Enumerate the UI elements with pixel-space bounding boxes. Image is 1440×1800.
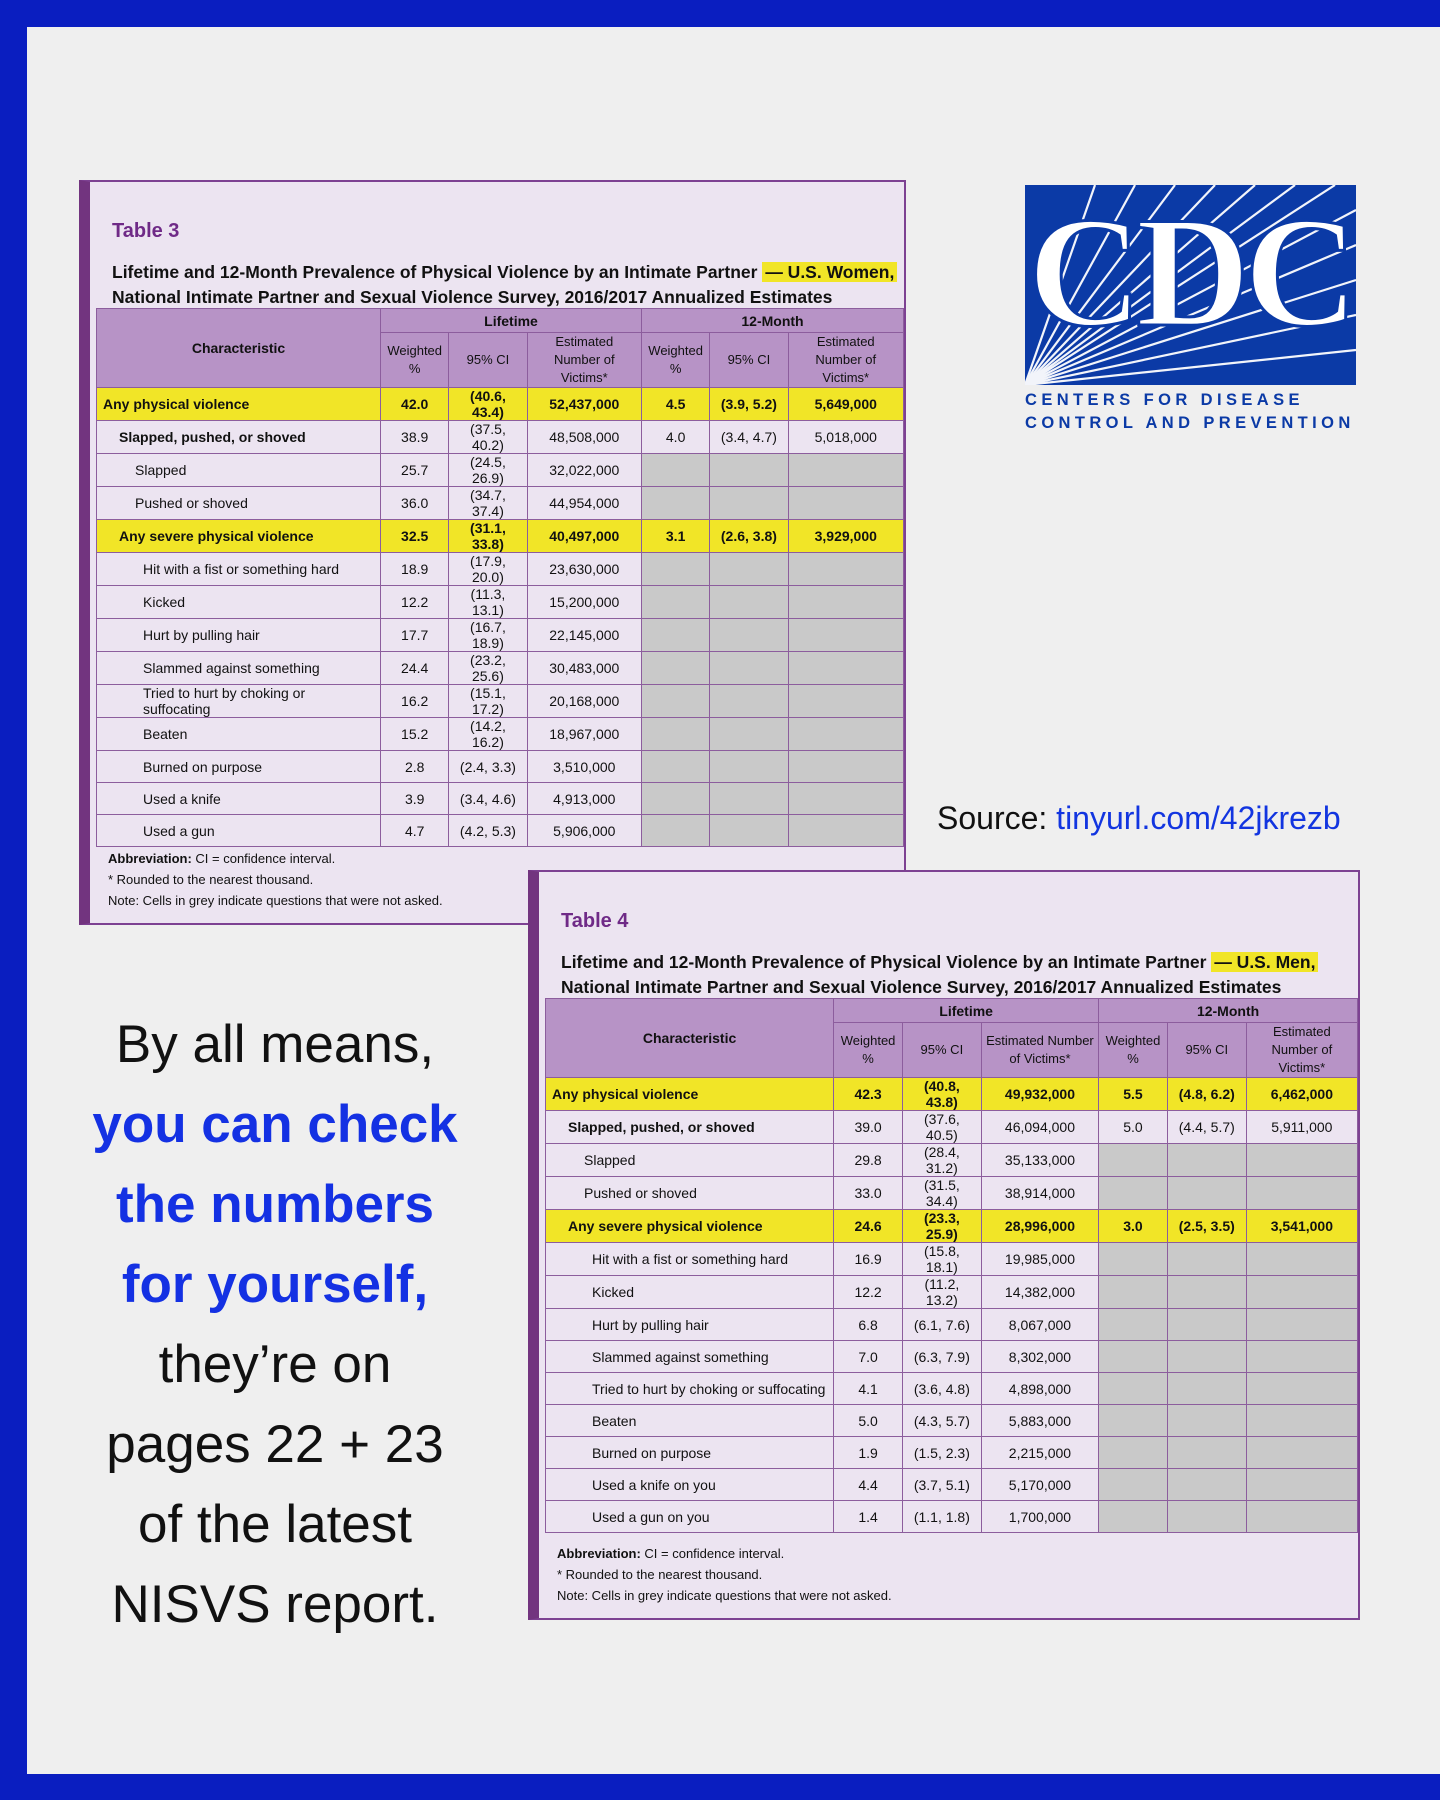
- lifetime-number-cell: 5,170,000: [981, 1469, 1098, 1501]
- lifetime-weighted-cell: 6.8: [834, 1309, 903, 1341]
- lifetime-weighted-cell: 5.0: [834, 1405, 903, 1437]
- month-ci-cell: [1167, 1144, 1246, 1177]
- month-weighted-cell: [1099, 1144, 1168, 1177]
- lifetime-number-cell: 30,483,000: [527, 652, 641, 685]
- row-characteristic: Burned on purpose: [546, 1437, 834, 1469]
- header-ci: 95% CI: [902, 1023, 981, 1078]
- month-number-cell: 5,649,000: [788, 388, 903, 421]
- header-ci: 95% CI: [449, 333, 527, 388]
- month-ci-cell: [710, 652, 788, 685]
- row-characteristic: Used a knife on you: [546, 1469, 834, 1501]
- table-number: Table 4: [561, 910, 629, 932]
- lifetime-ci-cell: (37.5, 40.2): [449, 421, 527, 454]
- lifetime-weighted-cell: 39.0: [834, 1111, 903, 1144]
- table-title-main: Lifetime and 12-Month Prevalence of Physical Violence by an Intimate Partner: [112, 262, 758, 282]
- month-number-cell: [1246, 1501, 1357, 1533]
- month-number-cell: [788, 619, 903, 652]
- lifetime-ci-cell: (28.4, 31.2): [902, 1144, 981, 1177]
- month-ci-cell: [1167, 1309, 1246, 1341]
- month-weighted-cell: 3.1: [642, 520, 710, 553]
- month-ci-cell: [710, 718, 788, 751]
- header-estimated: Estimated Number of Victims*: [788, 333, 903, 388]
- lifetime-weighted-cell: 25.7: [381, 454, 449, 487]
- lifetime-number-cell: 35,133,000: [981, 1144, 1098, 1177]
- lifetime-number-cell: 40,497,000: [527, 520, 641, 553]
- row-characteristic: Hit with a fist or something hard: [97, 553, 381, 586]
- header-characteristic: Characteristic: [97, 309, 381, 388]
- lifetime-number-cell: 23,630,000: [527, 553, 641, 586]
- month-weighted-cell: [1099, 1341, 1168, 1373]
- header-estimated: Estimated Number of Victims*: [527, 333, 641, 388]
- month-number-cell: 3,929,000: [788, 520, 903, 553]
- lifetime-ci-cell: (14.2, 16.2): [449, 718, 527, 751]
- row-characteristic: Hurt by pulling hair: [97, 619, 381, 652]
- month-number-cell: [788, 751, 903, 783]
- table-row: [97, 421, 904, 454]
- month-weighted-cell: 3.0: [1099, 1210, 1168, 1243]
- lifetime-weighted-cell: 24.6: [834, 1210, 903, 1243]
- month-weighted-cell: 5.0: [1099, 1111, 1168, 1144]
- month-number-cell: [788, 586, 903, 619]
- lifetime-weighted-cell: 16.2: [381, 685, 449, 718]
- month-weighted-cell: [1099, 1437, 1168, 1469]
- month-weighted-cell: [1099, 1373, 1168, 1405]
- lifetime-weighted-cell: 4.4: [834, 1469, 903, 1501]
- source-label: Source:: [937, 800, 1057, 836]
- month-weighted-cell: [1099, 1405, 1168, 1437]
- lifetime-ci-cell: (1.5, 2.3): [902, 1437, 981, 1469]
- table-3-card: [79, 180, 906, 925]
- table-row: [546, 1177, 1358, 1210]
- month-ci-cell: (4.4, 5.7): [1167, 1111, 1246, 1144]
- lifetime-weighted-cell: 38.9: [381, 421, 449, 454]
- table-row: [546, 1341, 1358, 1373]
- lifetime-weighted-cell: 2.8: [381, 751, 449, 783]
- month-weighted-cell: [1099, 1177, 1168, 1210]
- month-weighted-cell: 4.0: [642, 421, 710, 454]
- lifetime-weighted-cell: 12.2: [381, 586, 449, 619]
- table-row: [546, 1501, 1358, 1533]
- row-characteristic: Any severe physical violence: [546, 1210, 834, 1243]
- month-ci-cell: [710, 586, 788, 619]
- callout-line: of the latest: [137, 1495, 412, 1554]
- table-row: [97, 718, 904, 751]
- lifetime-weighted-cell: 18.9: [381, 553, 449, 586]
- header-lifetime: Lifetime: [834, 999, 1099, 1023]
- cdc-logo: [1025, 185, 1356, 385]
- lifetime-number-cell: 8,067,000: [981, 1309, 1098, 1341]
- table-row: [97, 388, 904, 421]
- month-weighted-cell: 5.5: [1099, 1078, 1168, 1111]
- row-characteristic: Kicked: [97, 586, 381, 619]
- lifetime-weighted-cell: 24.4: [381, 652, 449, 685]
- table-row: [546, 1276, 1358, 1309]
- lifetime-weighted-cell: 42.3: [834, 1078, 903, 1111]
- month-number-cell: [1246, 1405, 1357, 1437]
- lifetime-number-cell: 52,437,000: [527, 388, 641, 421]
- month-number-cell: 3,541,000: [1246, 1210, 1357, 1243]
- header-lifetime: Lifetime: [381, 309, 642, 333]
- table-row: [546, 1144, 1358, 1177]
- month-weighted-cell: [642, 553, 710, 586]
- row-characteristic: Slammed against something: [97, 652, 381, 685]
- lifetime-weighted-cell: 7.0: [834, 1341, 903, 1373]
- header-weighted: Weighted %: [1099, 1023, 1168, 1078]
- month-weighted-cell: [642, 815, 710, 847]
- lifetime-weighted-cell: 1.4: [834, 1501, 903, 1533]
- month-number-cell: 5,018,000: [788, 421, 903, 454]
- lifetime-ci-cell: (3.4, 4.6): [449, 783, 527, 815]
- month-weighted-cell: [642, 718, 710, 751]
- table-row: [546, 1469, 1358, 1501]
- note-grey: Note: Cells in grey indicate questions that were not asked.: [557, 1588, 892, 1603]
- lifetime-weighted-cell: 36.0: [381, 487, 449, 520]
- data-table: [96, 308, 904, 847]
- month-ci-cell: [1167, 1177, 1246, 1210]
- row-characteristic: Kicked: [546, 1276, 834, 1309]
- lifetime-ci-cell: (6.1, 7.6): [902, 1309, 981, 1341]
- table-row: [97, 487, 904, 520]
- source-line: [937, 800, 1341, 837]
- lifetime-weighted-cell: 4.7: [381, 815, 449, 847]
- month-number-cell: [788, 718, 903, 751]
- lifetime-ci-cell: (16.7, 18.9): [449, 619, 527, 652]
- row-characteristic: Any severe physical violence: [97, 520, 381, 553]
- month-number-cell: [1246, 1437, 1357, 1469]
- lifetime-weighted-cell: 12.2: [834, 1276, 903, 1309]
- month-ci-cell: (2.6, 3.8): [710, 520, 788, 553]
- row-characteristic: Used a gun: [97, 815, 381, 847]
- month-number-cell: [1246, 1243, 1357, 1276]
- table-number: Table 3: [112, 220, 180, 242]
- month-ci-cell: [710, 454, 788, 487]
- lifetime-ci-cell: (31.5, 34.4): [902, 1177, 981, 1210]
- month-weighted-cell: [1099, 1501, 1168, 1533]
- lifetime-number-cell: 49,932,000: [981, 1078, 1098, 1111]
- table-title-highlight: — U.S. Men,: [1211, 952, 1318, 972]
- month-weighted-cell: [642, 685, 710, 718]
- lifetime-number-cell: 46,094,000: [981, 1111, 1098, 1144]
- note-abbreviation: Abbreviation: CI = confidence interval.: [557, 1546, 785, 1561]
- table-title-line2: National Intimate Partner and Sexual Violence Survey, 2016/2017 Annualized Estimates: [561, 977, 1282, 997]
- table-row: [97, 652, 904, 685]
- month-number-cell: [788, 553, 903, 586]
- month-weighted-cell: [642, 487, 710, 520]
- table-notes: [557, 1543, 1337, 1606]
- table-row: [97, 815, 904, 847]
- month-number-cell: [1246, 1144, 1357, 1177]
- cdc-logo-graphic: [1025, 185, 1356, 385]
- month-number-cell: [1246, 1373, 1357, 1405]
- month-ci-cell: [1167, 1405, 1246, 1437]
- lifetime-weighted-cell: 1.9: [834, 1437, 903, 1469]
- lifetime-ci-cell: (2.4, 3.3): [449, 751, 527, 783]
- month-weighted-cell: 4.5: [642, 388, 710, 421]
- lifetime-ci-cell: (3.6, 4.8): [902, 1373, 981, 1405]
- row-characteristic: Hurt by pulling hair: [546, 1309, 834, 1341]
- table-title-line2: National Intimate Partner and Sexual Violence Survey, 2016/2017 Annualized Estimates: [112, 287, 833, 307]
- month-weighted-cell: [642, 454, 710, 487]
- row-characteristic: Slapped: [546, 1144, 834, 1177]
- month-weighted-cell: [642, 586, 710, 619]
- lifetime-ci-cell: (4.3, 5.7): [902, 1405, 981, 1437]
- table-row: [546, 1437, 1358, 1469]
- month-number-cell: [1246, 1177, 1357, 1210]
- lifetime-ci-cell: (15.8, 18.1): [902, 1243, 981, 1276]
- lifetime-ci-cell: (17.9, 20.0): [449, 553, 527, 586]
- table-row: [546, 1405, 1358, 1437]
- table-title: [561, 950, 1351, 1000]
- table-row: [546, 1078, 1358, 1111]
- table-4-card: [528, 870, 1360, 1620]
- lifetime-number-cell: 3,510,000: [527, 751, 641, 783]
- month-ci-cell: [710, 619, 788, 652]
- lifetime-weighted-cell: 42.0: [381, 388, 449, 421]
- table-row: [97, 751, 904, 783]
- lifetime-number-cell: 22,145,000: [527, 619, 641, 652]
- month-ci-cell: (4.8, 6.2): [1167, 1078, 1246, 1111]
- note-abbreviation: Abbreviation: CI = confidence interval.: [108, 851, 336, 866]
- lifetime-ci-cell: (4.2, 5.3): [449, 815, 527, 847]
- table-row: [546, 1373, 1358, 1405]
- table-row: [97, 553, 904, 586]
- table-row: [97, 783, 904, 815]
- month-ci-cell: [1167, 1373, 1246, 1405]
- month-ci-cell: (3.4, 4.7): [710, 421, 788, 454]
- callout-line: they’re on: [158, 1335, 392, 1394]
- lifetime-ci-cell: (23.3, 25.9): [902, 1210, 981, 1243]
- month-weighted-cell: [1099, 1469, 1168, 1501]
- table-title-main: Lifetime and 12-Month Prevalence of Physical Violence by an Intimate Partner: [561, 952, 1207, 972]
- lifetime-weighted-cell: 3.9: [381, 783, 449, 815]
- row-characteristic: Beaten: [97, 718, 381, 751]
- row-characteristic: Any physical violence: [546, 1078, 834, 1111]
- row-characteristic: Pushed or shoved: [546, 1177, 834, 1210]
- cdc-subtitle-line2: CONTROL AND PREVENTION: [1025, 414, 1355, 432]
- lifetime-ci-cell: (24.5, 26.9): [449, 454, 527, 487]
- callout-line: NISVS report.: [111, 1575, 439, 1634]
- row-characteristic: Any physical violence: [97, 388, 381, 421]
- month-number-cell: [788, 487, 903, 520]
- row-characteristic: Slapped, pushed, or shoved: [97, 421, 381, 454]
- lifetime-weighted-cell: 4.1: [834, 1373, 903, 1405]
- lifetime-ci-cell: (40.6, 43.4): [449, 388, 527, 421]
- row-characteristic: Slapped, pushed, or shoved: [546, 1111, 834, 1144]
- month-ci-cell: [1167, 1469, 1246, 1501]
- header-weighted: Weighted %: [642, 333, 710, 388]
- month-number-cell: [1246, 1309, 1357, 1341]
- month-weighted-cell: [642, 619, 710, 652]
- lifetime-number-cell: 19,985,000: [981, 1243, 1098, 1276]
- callout-emphasis-line: you can check: [92, 1095, 458, 1154]
- row-characteristic: Pushed or shoved: [97, 487, 381, 520]
- lifetime-number-cell: 4,913,000: [527, 783, 641, 815]
- header-characteristic: Characteristic: [546, 999, 834, 1078]
- lifetime-number-cell: 8,302,000: [981, 1341, 1098, 1373]
- lifetime-number-cell: 5,883,000: [981, 1405, 1098, 1437]
- month-number-cell: [1246, 1469, 1357, 1501]
- lifetime-weighted-cell: 32.5: [381, 520, 449, 553]
- month-number-cell: [1246, 1341, 1357, 1373]
- note-grey: Note: Cells in grey indicate questions that were not asked.: [108, 893, 443, 908]
- header-weighted: Weighted %: [834, 1023, 903, 1078]
- row-characteristic: Beaten: [546, 1405, 834, 1437]
- lifetime-number-cell: 44,954,000: [527, 487, 641, 520]
- lifetime-weighted-cell: 15.2: [381, 718, 449, 751]
- table-title: [112, 260, 902, 310]
- callout-emphasis-line: the numbers: [115, 1175, 435, 1234]
- lifetime-weighted-cell: 29.8: [834, 1144, 903, 1177]
- lifetime-ci-cell: (37.6, 40.5): [902, 1111, 981, 1144]
- lifetime-number-cell: 20,168,000: [527, 685, 641, 718]
- lifetime-ci-cell: (40.8, 43.8): [902, 1078, 981, 1111]
- row-characteristic: Tried to hurt by choking or suffocating: [546, 1373, 834, 1405]
- lifetime-ci-cell: (11.3, 13.1): [449, 586, 527, 619]
- lifetime-number-cell: 15,200,000: [527, 586, 641, 619]
- header-estimated: Estimated Number of Victims*: [1246, 1023, 1357, 1078]
- callout-line: By all means,: [115, 1015, 435, 1074]
- row-characteristic: Slapped: [97, 454, 381, 487]
- row-characteristic: Hit with a fist or something hard: [546, 1243, 834, 1276]
- lifetime-ci-cell: (6.3, 7.9): [902, 1341, 981, 1373]
- month-number-cell: [788, 815, 903, 847]
- header-ci: 95% CI: [1167, 1023, 1246, 1078]
- month-ci-cell: [1167, 1243, 1246, 1276]
- lifetime-ci-cell: (11.2, 13.2): [902, 1276, 981, 1309]
- month-ci-cell: [710, 553, 788, 586]
- month-ci-cell: [710, 751, 788, 783]
- month-ci-cell: (3.9, 5.2): [710, 388, 788, 421]
- month-ci-cell: [710, 783, 788, 815]
- row-characteristic: Tried to hurt by choking or suffocating: [97, 685, 381, 718]
- lifetime-number-cell: 4,898,000: [981, 1373, 1098, 1405]
- month-weighted-cell: [642, 652, 710, 685]
- month-number-cell: [1246, 1276, 1357, 1309]
- header-estimated: Estimated Number of Victims*: [981, 1023, 1098, 1078]
- lifetime-ci-cell: (3.7, 5.1): [902, 1469, 981, 1501]
- note-rounded: * Rounded to the nearest thousand.: [108, 872, 314, 887]
- table-row: [546, 1243, 1358, 1276]
- table-row: [97, 520, 904, 553]
- header-weighted: Weighted %: [381, 333, 449, 388]
- row-characteristic: Used a knife: [97, 783, 381, 815]
- month-number-cell: [788, 454, 903, 487]
- table-row: [546, 1210, 1358, 1243]
- lifetime-weighted-cell: 16.9: [834, 1243, 903, 1276]
- source-link[interactable]: tinyurl.com/42jkrezb: [1056, 800, 1341, 836]
- header-12-month: 12-Month: [1099, 999, 1358, 1023]
- month-weighted-cell: [1099, 1243, 1168, 1276]
- cdc-subtitle: [1025, 389, 1360, 435]
- lifetime-number-cell: 32,022,000: [527, 454, 641, 487]
- month-ci-cell: [710, 815, 788, 847]
- table-row: [546, 1111, 1358, 1144]
- table-row: [97, 685, 904, 718]
- cdc-subtitle-line1: CENTERS FOR DISEASE: [1025, 391, 1304, 409]
- table-row: [546, 1309, 1358, 1341]
- month-ci-cell: [1167, 1437, 1246, 1469]
- lifetime-number-cell: 18,967,000: [527, 718, 641, 751]
- table-row: [97, 619, 904, 652]
- month-weighted-cell: [1099, 1309, 1168, 1341]
- header-ci: 95% CI: [710, 333, 788, 388]
- month-ci-cell: [1167, 1341, 1246, 1373]
- lifetime-ci-cell: (1.1, 1.8): [902, 1501, 981, 1533]
- month-ci-cell: [710, 487, 788, 520]
- header-12-month: 12-Month: [642, 309, 904, 333]
- month-weighted-cell: [642, 751, 710, 783]
- month-number-cell: 5,911,000: [1246, 1111, 1357, 1144]
- row-characteristic: Used a gun on you: [546, 1501, 834, 1533]
- lifetime-number-cell: 38,914,000: [981, 1177, 1098, 1210]
- lifetime-ci-cell: (23.2, 25.6): [449, 652, 527, 685]
- cdc-letters: CDC: [1027, 185, 1353, 360]
- lifetime-weighted-cell: 17.7: [381, 619, 449, 652]
- lifetime-weighted-cell: 33.0: [834, 1177, 903, 1210]
- callout-text: [60, 1005, 490, 1645]
- callout-line: pages 22 + 23: [106, 1415, 444, 1474]
- month-number-cell: [788, 685, 903, 718]
- month-number-cell: 6,462,000: [1246, 1078, 1357, 1111]
- lifetime-number-cell: 28,996,000: [981, 1210, 1098, 1243]
- month-weighted-cell: [1099, 1276, 1168, 1309]
- table-row: [97, 586, 904, 619]
- callout-emphasis-line: for yourself,: [121, 1255, 429, 1314]
- lifetime-number-cell: 2,215,000: [981, 1437, 1098, 1469]
- month-ci-cell: [710, 685, 788, 718]
- row-characteristic: Slammed against something: [546, 1341, 834, 1373]
- month-weighted-cell: [642, 783, 710, 815]
- table-title-highlight: — U.S. Women,: [762, 262, 897, 282]
- month-ci-cell: [1167, 1501, 1246, 1533]
- data-table: [545, 998, 1358, 1533]
- month-ci-cell: (2.5, 3.5): [1167, 1210, 1246, 1243]
- row-characteristic: Burned on purpose: [97, 751, 381, 783]
- month-ci-cell: [1167, 1276, 1246, 1309]
- month-number-cell: [788, 652, 903, 685]
- lifetime-number-cell: 48,508,000: [527, 421, 641, 454]
- lifetime-number-cell: 1,700,000: [981, 1501, 1098, 1533]
- lifetime-ci-cell: (15.1, 17.2): [449, 685, 527, 718]
- lifetime-ci-cell: (34.7, 37.4): [449, 487, 527, 520]
- month-number-cell: [788, 783, 903, 815]
- lifetime-ci-cell: (31.1, 33.8): [449, 520, 527, 553]
- table-row: [97, 454, 904, 487]
- lifetime-number-cell: 14,382,000: [981, 1276, 1098, 1309]
- lifetime-number-cell: 5,906,000: [527, 815, 641, 847]
- note-rounded: * Rounded to the nearest thousand.: [557, 1567, 763, 1582]
